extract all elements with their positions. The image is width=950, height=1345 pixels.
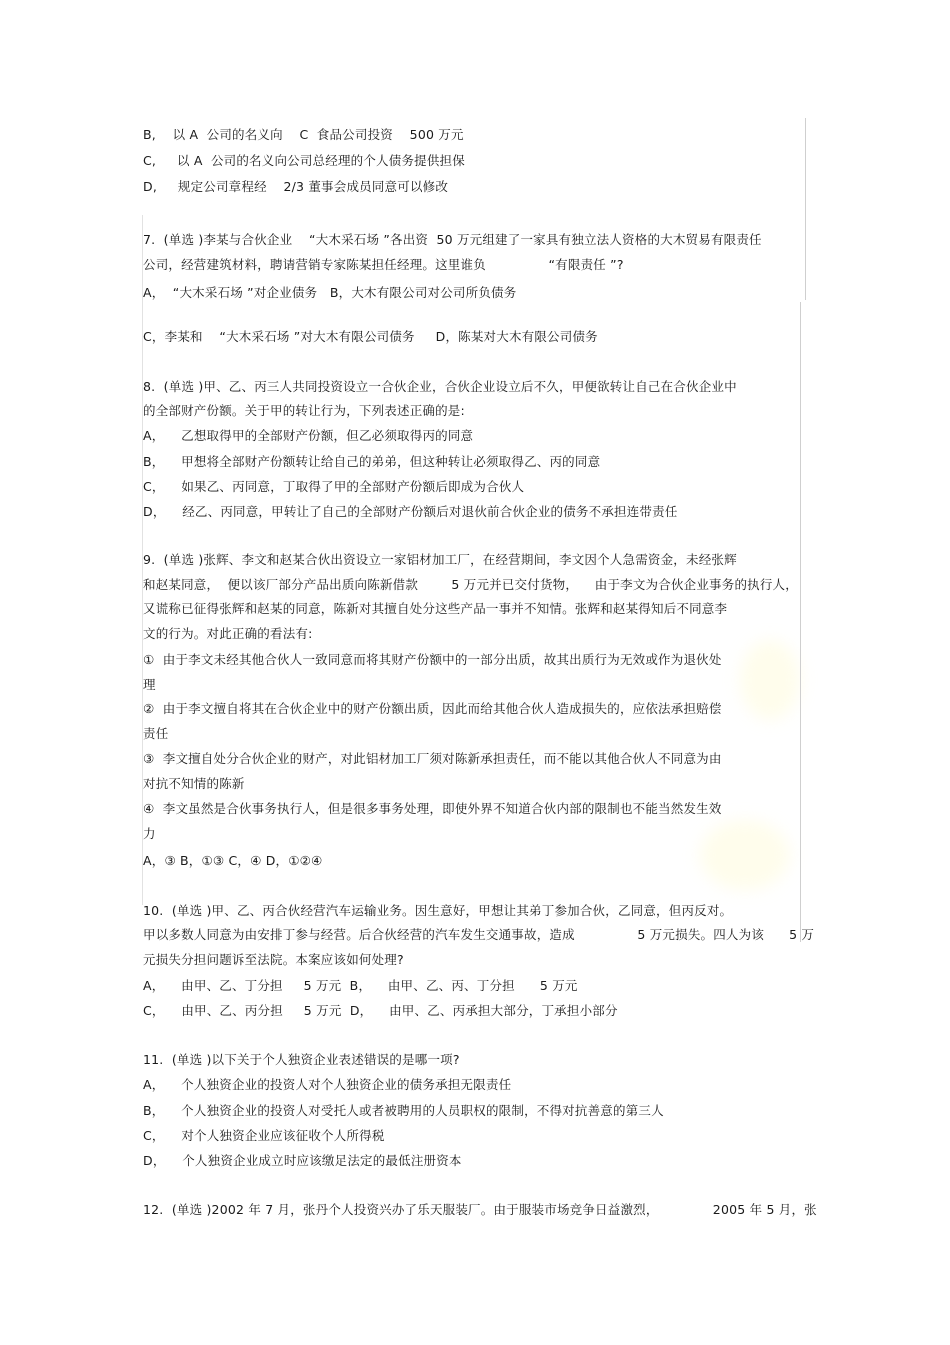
question-8-line-1: 8. (单选 )甲、乙、丙三人共同投资设立一合伙企业，合伙企业设立后不久，甲便欲转让自己在合伙企业中	[143, 379, 737, 394]
option-c-q11: C， 对个人独资企业应该征收个人所得税	[143, 1128, 385, 1143]
question-10-line-1: 10. (单选 )甲、乙、丙合伙经营汽车运输业务。因生意好，甲想让其弟丁参加合伙，乙同意，但丙反对。	[143, 903, 733, 918]
question-7-line-1: 7. (单选 )李某与合伙企业 “大木采石场 ”各出资 50 万元组建了一家具有独立法人资格的大木贸易有限责任	[143, 232, 762, 247]
question-10-line-3: 元损失分担问题诉至法院。本案应该如何处理?	[143, 952, 404, 967]
option-c-q6: C, 以 A 公司的名义向公司总经理的个人债务提供担保	[143, 153, 465, 168]
option-a-q11: A， 个人独资企业的投资人对个人独资企业的债务承担无限责任	[143, 1077, 512, 1092]
question-9-line-3: 又谎称已征得张辉和赵某的同意，陈新对其擅自处分这些产品一事并不知情。张辉和赵某得知后不同意李	[143, 601, 728, 616]
page-border-line	[800, 302, 801, 942]
option-a-q8: A， 乙想取得甲的全部财产份额，但乙必须取得丙的同意	[143, 428, 474, 443]
statement-1-line-2: 理	[143, 677, 156, 692]
statement-3-line-2: 对抗不知情的陈新	[143, 776, 245, 791]
option-cd-q10: C， 由甲、乙、丙分担 5 万元 D， 由甲、乙、丙承担大部分，丁承担小部分	[143, 1003, 618, 1018]
question-8-line-2: 的全部财产份额。关于甲的转让行为，下列表述正确的是:	[143, 403, 465, 418]
option-ab-q10: A， 由甲、乙、丁分担 5 万元 B， 由甲、乙、丙、丁分担 5 万元	[143, 978, 578, 993]
question-9-line-1: 9. (单选 )张辉、李文和赵某合伙出资设立一家铝材加工厂，在经营期间，李文因个人急需资金，未经张辉	[143, 552, 737, 567]
statement-1-line-1: ① 由于李文未经其他合伙人一致同意而将其财产份额中的一部分出质，故其出质行为无效或作为退伙处	[143, 652, 722, 667]
page-border-line	[805, 118, 806, 300]
background-stain	[700, 820, 790, 890]
statement-4-line-1: ④ 李文虽然是合伙事务执行人，但是很多事务处理，即使外界不知道合伙内部的限制也不能当然发生效	[143, 801, 722, 816]
statement-2-line-2: 责任	[143, 726, 169, 741]
options-q9: A，③ B，①③ C，④ D，①②④	[143, 853, 323, 868]
option-cd-q7: C，李某和 “大木采石场 ”对大木有限公司债务 D，陈某对大木有限公司债务	[143, 329, 598, 344]
option-b-q11: B， 个人独资企业的投资人对受托人或者被聘用的人员职权的限制，不得对抗善意的第三人	[143, 1103, 664, 1118]
option-d-q8: D， 经乙、丙同意，甲转让了自己的全部财产份额后对退伙前合伙企业的债务不承担连带责任	[143, 504, 678, 519]
background-stain	[740, 640, 800, 720]
option-b-q6: B, 以 A 公司的名义向 C 食品公司投资 500 万元	[143, 127, 464, 142]
option-c-q8: C， 如果乙、丙同意，丁取得了甲的全部财产份额后即成为合伙人	[143, 479, 525, 494]
question-7-line-2: 公司，经营建筑材料，聘请营销专家陈某担任经理。这里谁负 “有限责任 ”?	[143, 257, 624, 272]
statement-2-line-1: ② 由于李文擅自将其在合伙企业中的财产份额出质，因此而给其他合伙人造成损失的，应依法承担赔偿	[143, 701, 722, 716]
statement-3-line-1: ③ 李文擅自处分合伙企业的财产，对此铝材加工厂须对陈新承担责任，而不能以其他合伙人不同意为由	[143, 751, 722, 766]
question-11: 11. (单选 )以下关于个人独资企业表述错误的是哪一项?	[143, 1052, 460, 1067]
question-10-line-2: 甲以多数人同意为由安排丁参与经营。后合伙经营的汽车发生交通事故，造成 5 万元损失。四人为该 5 万	[143, 927, 815, 942]
question-12-line-1: 12. (单选 )2002 年 7 月，张丹个人投资兴办了乐天服装厂。由于服装市场竞争日益激烈， 2005 年 5 月，张	[143, 1202, 817, 1217]
option-d-q6: D, 规定公司章程经 2/3 董事会成员同意可以修改	[143, 179, 449, 194]
option-d-q11: D， 个人独资企业成立时应该缴足法定的最低注册资本	[143, 1153, 462, 1168]
question-9-line-2: 和赵某同意， 便以该厂部分产品出质向陈新借款 5 万元并已交付货物， 由于李文为合伙企业事务的执行人，	[143, 577, 798, 592]
option-b-q8: B， 甲想将全部财产份额转让给自己的弟弟，但这种转让必须取得乙、丙的同意	[143, 454, 601, 469]
statement-4-line-2: 力	[143, 826, 156, 841]
question-9-line-4: 文的行为。对此正确的看法有:	[143, 626, 313, 641]
option-ab-q7: A， “大木采石场 ”对企业债务 B，大木有限公司对公司所负债务	[143, 285, 517, 300]
